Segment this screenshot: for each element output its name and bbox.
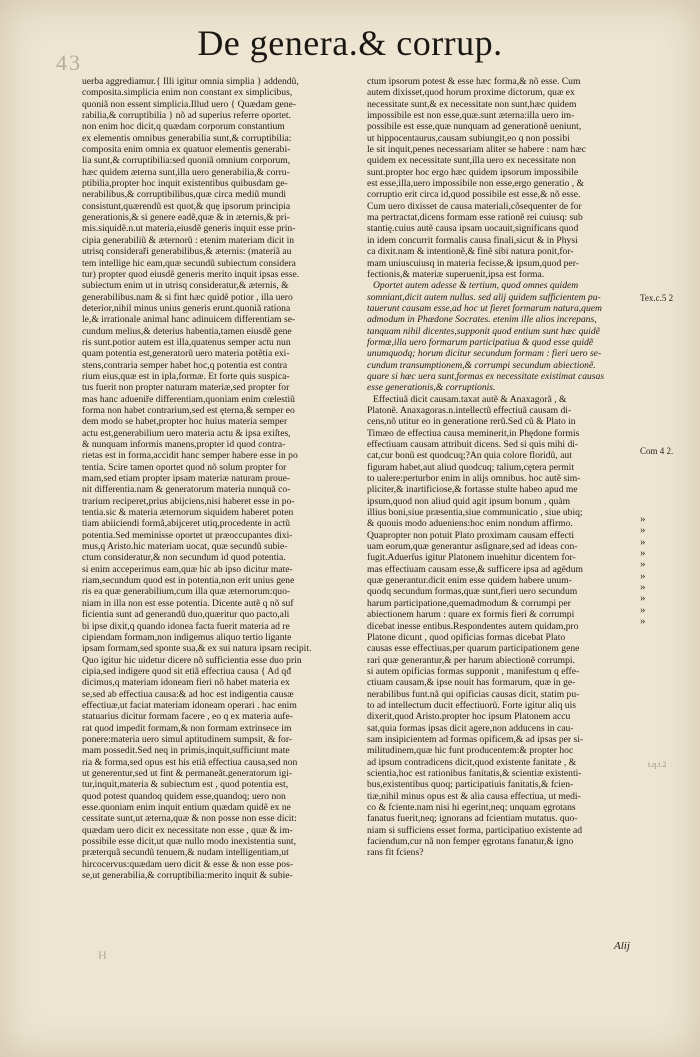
text-line: mam,sed etiam propter ipsam materiæ naturam proue- [82,473,291,485]
text-line: unumquodq; horum dicitur secundum formam : fieri uero se- [367,348,602,360]
text-line: sunt.propter hoc ergo hæc quidem ipsorum impossibile [367,166,579,178]
text-line: hæc quidem æterna sunt,illa uero generabilia,& corru- [82,166,290,178]
left-column [82,76,358,881]
text-line: formæ,illa uero formarum participatiua & quod esse quidẽ [367,336,594,348]
text-line: nit differentia.nam & generatorum materia nunquã co- [82,484,291,496]
text-line: subiectum enim ut in utrisq consideratur,& æternis, & [82,280,289,292]
text-line: Oportet autem adesse & tertium, quod omnes quidem [373,280,579,292]
text-line: tur) propter quod eiusdẽ generis merito inquit ipsas esse. [82,268,300,280]
quote-mark: » [640,524,646,537]
text-line: ex elementis omnibus generabilia sunt,& corruptibilia: [82,132,292,144]
text-line: fectionis,& materiæ superuenit,ipsa est forma. [367,268,545,280]
text-line: quoniã non essent simplicia.Illud uero { Quædam gene- [82,98,297,110]
text-line: ipsum,quod non aliud quid agit ipsum bonum , quàm [367,495,571,507]
faint-signature-mark: H [98,948,107,962]
text-line: niam in illa non est esse potentia. Dicente autẽ q nõ suf [82,597,294,609]
quote-mark: » [640,547,646,560]
text-line: Quapropter non potuit Plato proximam causam effecti [367,529,575,541]
text-line: cipiendam formam,non indigemus aliquo tertio ligante [82,631,292,643]
text-line: cessitate sunt,ut æterna,quæ & non posse non esse dicit: [82,813,297,825]
text-line: autem dixisset,quod horum proxime dictorum, quæ ex [367,87,575,99]
text-line: mam possedit.Sed neq in primis,inquit,sufficiunt mate [82,745,290,757]
text-line: tiam abiiciendi formã,abijceret utiq,procedente in actũ [82,518,291,530]
text-line: ad ipsum contradicens dicit,quod existente fanitate , & [367,756,577,768]
text-line: tur,inquit,materia & subiectum est , quod potentia est, [82,779,289,791]
text-line: actu est,generabilium uero materia actu & ipsa exiſtes, [82,427,291,439]
text-line: le sit inquit,penes necessariam aliter se habere : nam hæc [367,144,586,156]
text-line: præterquã secundũ tenuem,& nudam intelligentiam,ut [82,847,289,859]
quote-mark: » [640,558,646,571]
text-line: causas esse effectiuas,per quarum participationem gene [367,643,580,655]
quote-mark: » [640,581,646,594]
text-line: se,ut generabilia,& corruptibilia:merito inquit & subie- [82,870,293,882]
text-line: ipsam formam,sed sponte sua,& ex sui natura ipsam recipit. [82,643,312,655]
text-line: tus fuerit non propter naturam materiæ,sed propter for [82,382,290,394]
text-line: Cum uero dixisset de causa materiali,cõsequenter de for [367,200,582,212]
text-line: composita enim omnia ex quatuor elementis generabi- [82,144,291,156]
text-line: stantię.cuius autẽ causa ipsam uocauit,significans quod [367,223,579,235]
text-line: harum participatione,quemadmodum & corrumpi per [367,597,571,609]
quote-mark: » [640,513,646,525]
text-line: tauerunt causam esse,ad hoc ut fieret formarum natura,quem [367,302,602,314]
text-line: lia sunt,& corruptibilia:sed quoniã omnium corporum, [82,155,291,167]
text-line: cat,cur bonũ est quodcuq;?An quia colore floridũ, aut [367,450,572,462]
text-line: cipia,sed indigere quod sit etiã effectiua causa { Ad qđ [82,665,292,677]
text-line: deterior,nihil minus unius generis erunt.quoniã rationa [82,302,291,314]
margin-note-text: Tex.c.5 2 [640,293,674,303]
text-line: tanquam nihil dicentes,supponit quod entium sunt hæc quidẽ [367,325,600,337]
text-line: ctiuam causam,& ipse nouit has formarum, quæ in ge- [367,677,576,689]
right-commentary-a [367,76,635,280]
text-line: sam insipicientem ad formas opificem,& ad ipsas per si- [367,733,584,745]
text-line: cens,nõ utitur eo in generatione rerũ.Sed cũ & Plato in [367,416,576,428]
text-line: ut hippocentaurus,causam subiungit,eo q non possibi [367,132,570,144]
text-line: effectiuæ,ut faciat materiam idoneam operari . hac enim [82,699,297,711]
text-line: rium eius,quæ est in ipla,formæ. Et forte quis suspica- [82,370,290,382]
text-line: quod potest quandoq quidem esse,quandoq; uero non [82,790,286,802]
text-line: quidem ex necessitate sunt,illa uero ex necessitate non [367,155,576,167]
text-line: Effectiuã dicit causam.taxat autẽ & Anaxagorã , & [373,393,567,405]
catchword: Alij [614,940,630,952]
text-line: stens,contraria semper habet hoc,q potentia est contra [82,359,288,371]
text-line: quæ generantur.dicit enim esse quidem habere unum- [367,575,572,587]
text-line: ma pertractat,dicens formam esse rationẽ rei cuiusq: sub [367,212,583,224]
text-line: necessitate sunt,& ex necessitate non sunt,hæc quidem [367,98,577,110]
text-line: ris ea quæ generabilium,cum illa quæ æternorum:quo- [82,586,291,598]
text-line: bi ipse dixit,q quando idonea facta fuerit materia ad re [82,620,290,632]
text-line: pliciter,& inartificiose,& fortasse stulte habeo apud me [367,484,578,496]
quote-mark: » [640,603,646,616]
text-line: esse.quoniam enim inquit entium quædam quidẽ ex ne [82,802,291,813]
text-line: niam si sufficiens esset forma, participatiuo existente ad [367,824,583,836]
text-line: Timæo de effectiua causa meminerit,in Phędone formis [367,427,580,439]
quote-mark: » [640,615,646,628]
text-line: figuram habet,aut aliud quodcuq; talium,cętera permit [367,461,574,473]
text-line: composita.simplicia enim non constant ex simplicibus, [82,87,293,99]
text-line: mis.siquidẽ.n.ut materia,eiusdẽ generis inquit esse prin- [82,223,296,235]
text-line: rat quod impedit formam,& non formam extrinsece im [82,722,292,734]
text-line: quam potentia est,generatorũ uero materia potẽtia exi- [82,348,290,360]
right-commentary-b [367,394,635,859]
text-line: scientia,hoc est rationibus fanitatis,& scientiæ existenti- [367,767,582,779]
text-line: tiæ,nihil minus opus est & alia causa effectiua, ut medi- [367,790,581,802]
text-line: in idem concurrit formalis causa finali,sicut & in Physi [367,234,578,246]
quote-mark: » [640,535,646,548]
text-line: ficientia sunt ad generandũ duo,quæritur quo pacto,ali [82,609,290,621]
text-line: sat,quia formas ipsas dicit agere,non adducens in cau- [367,722,574,734]
text-line: ctum ipsorum potest & esse hæc forma,& nõ esse. Cum [367,76,581,87]
text-line: se,sed ab effectiua causa:& ad hoc est indigentia causæ [82,688,294,700]
text-line: & nunquam informis manens,propter id quod contra- [82,439,286,450]
text-line: quodq secundum formas,quæ sunt,fieri uero secundum [367,586,578,598]
text-line: mam uniuscuiusq in materia fecisse,& ipsum,quod per- [367,257,579,269]
text-line: dicebat inesse entibus.Respondentes autem quidam,pro [367,620,579,632]
text-line: rans fit fciens? [367,847,424,859]
text-line: fanatus fuerit,neq; ignorans ad fcientiam mutatus. quo- [367,813,578,825]
text-line: tentia. Scire tamen oportet quod nõ solum propter for [82,461,287,473]
text-line: mas effectiuam causam esse,& sufficere ipsa ad agẽdum [367,563,583,575]
quote-mark: » [640,569,646,582]
text-line: tentia.sic & materia æternorum siquidem haberet poten [82,507,294,519]
running-head: De genera.& corrup. [197,23,503,63]
text-line: nerabilibus funt.nã qui opificias causas dicit, statim pu- [367,688,580,700]
text-line: generationis,& si genere eadẽ,quæ & in æternis,& pri- [82,212,290,224]
text-line: Quo igitur hic uidetur dicere nõ sufficientia esse duo prin [82,654,302,666]
text-line: cipia generabiliũ & æternorũ : etenim materiam dicit in [82,234,295,246]
right-aristotle-text [367,280,635,393]
text-line: illius boni,siue præsentia,siue communicatio , siue ubiq; [367,507,583,519]
text-line: potentia.Sed meminisse oportet ut præoccupantes dixi- [82,529,293,541]
text-line: ponere:materia uero simul aptitudinem sumpsit, & for- [82,733,293,745]
text-line: tem intellige hic eam,quæ secundũ subiectum considera [82,257,296,269]
text-line: ptibilia,propter hoc inquit existentibus quibusdam ge- [82,178,288,190]
text-line: statuarius dicitur formam facere , eo q ex materia aufe- [82,711,293,723]
text-line: to ad intellectum ducit effectiuorũ. Forte igitur aliq uis [367,699,576,711]
text-line: corruptio erit circa id,quod possibile est esse,& nõ esse. [367,189,581,201]
text-line: co & fciente.nam nisi hi egerint,neq; unquam ęgrotans [367,802,576,813]
text-line: ctum consideratur,& non secundum id quod potentia. [82,552,286,564]
text-line: dicimus,q materiam idoneam fieri nõ habet materia ex [82,677,290,689]
text-line: possibile esse dicit,ut quæ nullo modo inexistentia sunt, [82,836,296,848]
text-line: mus,q Aristo.hic materiam uocat, quæ secundũ subie- [82,541,288,553]
text-line: quædam uero dicit ex necessitate non esse , quæ & im- [82,824,293,836]
text-line: bus,existentibus quoq; participatiuis fanitatis,& fcien- [367,779,574,791]
text-line: effectiuam causam attribuit dicens. Sed si quis mihi di- [367,439,579,450]
text-line: rietas est in forma,accidit hanc semper habere esse in po [82,450,298,462]
text-line: le,& irrationale animal hanc adinuicem differentiam se- [82,314,296,326]
text-line: abiectionem harum : quare ex formis fieri & corrumpi [367,609,575,621]
text-line: esse generationis,& corruptionis. [367,382,496,394]
text-line: ria & forma,sed opus est his etiã effectiua causa,sed non [82,756,298,768]
text-line: rari quæ generantur,& per harum abiectionẽ corrumpi. [367,654,575,666]
text-line: impossibile est non esse,quæ.sunt æterna:illa uero im- [367,110,575,122]
text-line: utrisq consideraři generabilibus,& æternis: (materiã au [82,246,292,258]
text-line: uerba aggrediamur.{ Illi igitur omnia simplia } addendũ, [82,76,299,87]
text-line: si autem opificias formas supponit , manifestum q effe- [367,665,580,677]
text-line: cundum transumptionem,& corrumpi secundum abiectionẽ. [367,359,596,371]
text-line: cundum melius,& deterius habentia,tamen eiusdẽ gene [82,325,292,337]
text-line: nerabilibus,& corruptibilibus,quæ circa mediũ mundi [82,189,287,201]
text-line: admodum in Phædone Socrates. etenim ille alios increpans, [367,314,597,326]
quote-mark: » [640,592,646,605]
text-line: hircocervus:quædam uero dicit & esse & non esse pos- [82,858,294,870]
text-line: forma non habet contrarium,sed est ęterna,& semper eo [82,404,295,416]
text-line: fugit.Aduerſus igitur Platonem inuehitur dicentem for- [367,552,576,564]
text-line: si enim acceperimus eam,quæ hic ab ipso dicitur mate- [82,563,293,575]
text-line: Platonẽ. Anaxagoras.n.intellectũ effectiuã causam di- [367,404,572,416]
text-line: militudinem,quæ hic funt producentem:& propter hoc [367,745,574,757]
text-line: to ualere:perturbor enim in alijs omnibus. hoc autẽ sim- [367,473,581,485]
right-column [367,76,635,859]
bleed-through-page-number: 43 [56,50,82,75]
text-line: mas hanc adueniře differentiam,quoniam enim cœlestiũ [82,393,295,405]
text-line: ris sunt.potior autem est illa,quatenus semper actu nun [82,336,291,348]
text-line: possibile est esse,quæ nunquam ad generationẽ ueniunt, [367,121,582,133]
text-line: riam,secundum quod est in potentia,non erit unius gene [82,575,295,587]
text-line: uam eorum,quæ generantur asſignare,sed ad ideas con- [367,541,578,553]
text-line: trarium reciperet,prius abijciens,nisi haberet esse in po- [82,495,295,507]
text-line: consistunt,quærendũ est quot,& quę ipsorum principia [82,200,291,212]
text-line: quare si hæc uera sunt,formas ex necessitate existimat causas [367,370,605,382]
text-line: est esse,illa,uero impossibile non esse,ergo generatio , & [367,178,584,190]
text-line: rabilia,& corruptibilia } nõ ad superius referre oportet. [82,110,291,122]
text-line: somniant,dicit autem nullus. sed alij quidem sufficientem pu- [367,291,601,303]
text-line: dem modo se habet,propter hoc huius materia semper [82,416,288,428]
margin-note-comment: Com 4 2. [640,446,674,456]
faint-margin-annotation: t.q.t.2 [648,760,667,769]
text-line: ut generentur,sed ut fint & permaneãt.generatorum igi- [82,767,293,779]
text-line: generabilibus.nam & si fint hæc quidẽ potior , illa uero [82,291,293,303]
text-line: & quouis modo adueniens:hoc enim nondum affirmo. [367,518,573,530]
text-line: ca dixit.nam & intentionẽ,& finẽ sibi natura ponit,for- [367,246,574,258]
text-line: Platone dicunt , quod opificias formas dicebat Plato [367,631,566,643]
text-line: dixerit,quod Aristo.propter hoc ipsum Platonem accu [367,711,571,723]
text-line: faciendum,cur nã non femper ęgrotans fanatur,& igno [367,836,574,848]
text-line: non enim hoc dicit,q quædam corporum constantium [82,121,285,133]
